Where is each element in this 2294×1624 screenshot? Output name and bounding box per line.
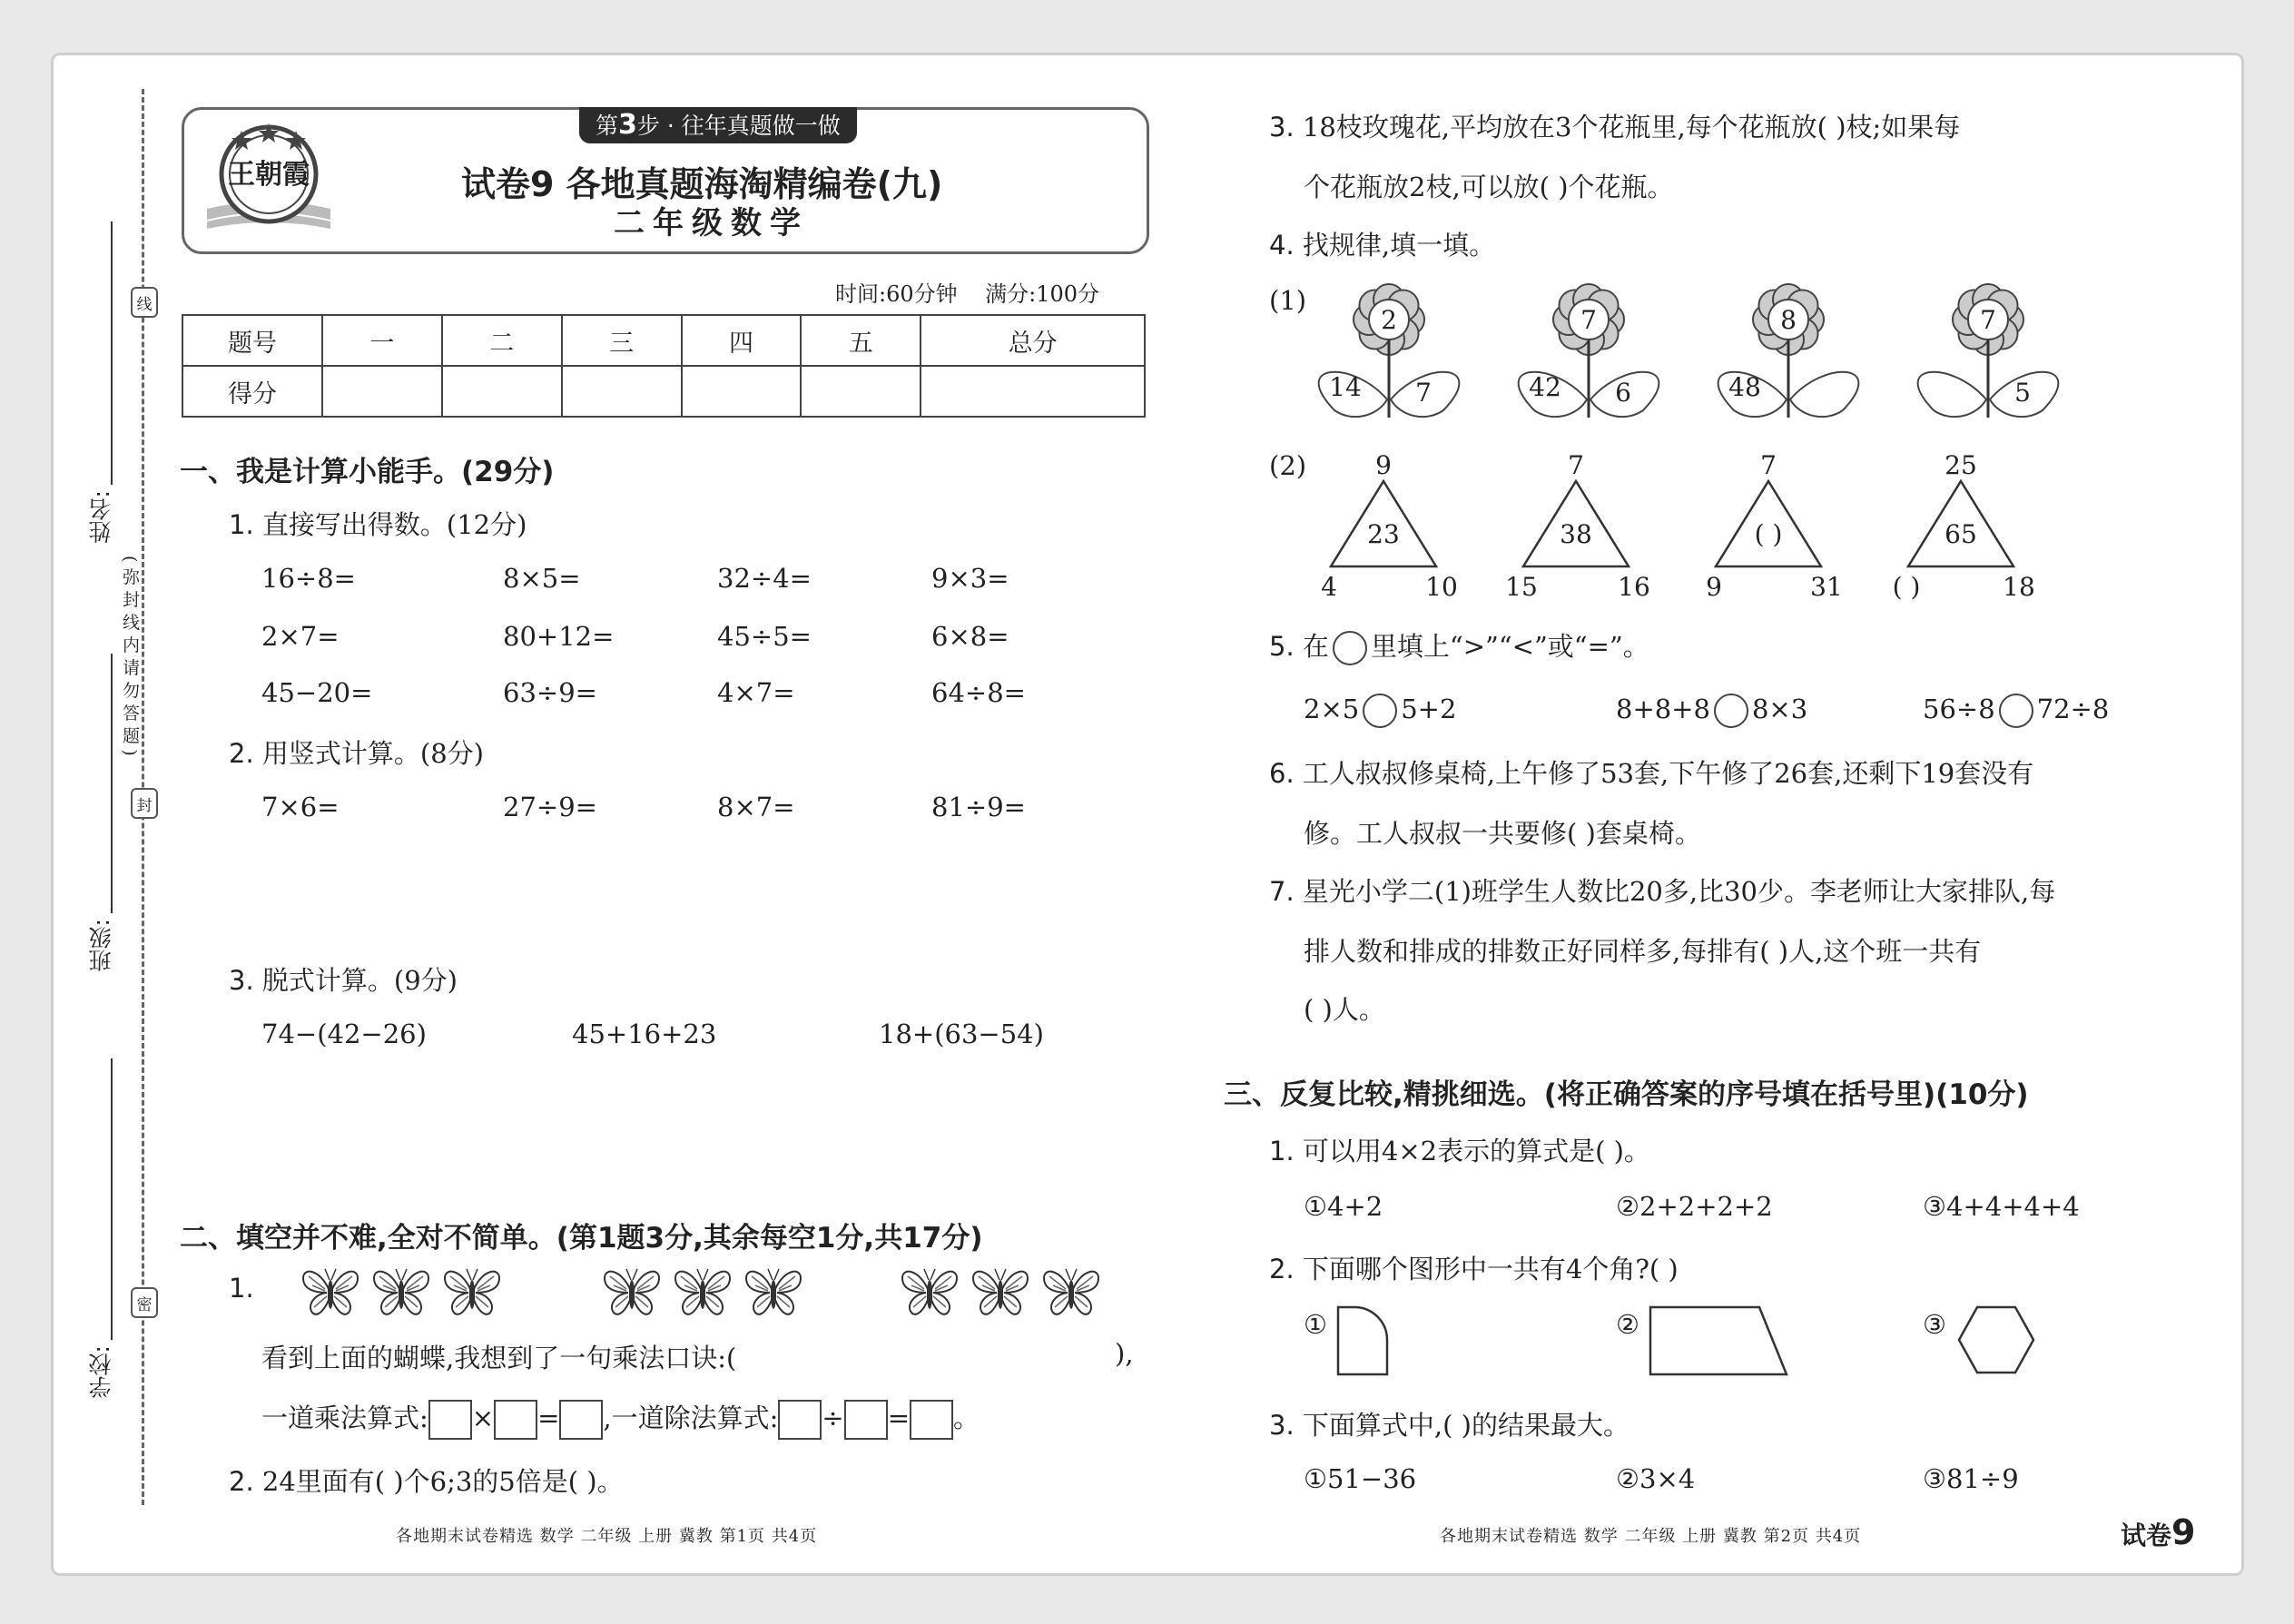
s1-question-2: 2. 用竖式计算。(8分) [229,738,484,769]
choice-option[interactable]: ③81÷9 [1923,1463,2019,1494]
binding-mark-seal: 封 [131,788,158,819]
butterfly-icon [445,1269,499,1314]
vertical-calc-item: 27÷9= [503,792,597,822]
step-tab: 第3步 · 往年真题做一做 [579,107,857,143]
calc-item: 4×7= [717,677,795,708]
butterfly-icon [746,1269,801,1314]
flower-right-leaf-number: 5 [2014,378,2031,408]
answer-box[interactable] [559,1400,603,1440]
triangle-center-number: 65 [1944,519,1977,549]
s1-question-3: 3. 脱式计算。(9分) [229,965,458,996]
butterfly-groups [300,1262,1117,1320]
compare-item: 56÷8 72÷8 [1923,694,2109,728]
flower-left-leaf-number: 14 [1329,372,1362,402]
s2-question-7-line2: 排人数和排成的排数正好同样多,每排有( )人,这个班一共有 [1304,936,1982,967]
name-field[interactable] [111,221,113,485]
score-header-cell: 题号 [182,315,322,366]
shape-option-1[interactable]: ① [1304,1309,1327,1340]
butterfly-icon [1044,1269,1098,1314]
butterfly-icon [303,1269,358,1314]
compare-circle[interactable] [1714,694,1748,728]
footer-left: 各地期末试卷精选 数学 二年级 上册 冀教 第1页 共4页 [396,1527,818,1546]
calc-item: 45−20= [261,677,373,708]
score-cell[interactable] [442,366,562,417]
answer-box[interactable] [844,1400,888,1440]
flower-right-leaf-number: 6 [1615,378,1631,408]
publisher-logo [202,118,336,234]
triangle-top-number: 7 [1568,450,1584,480]
s3-question-3: 3. 下面算式中,( )的结果最大。 [1269,1410,1629,1441]
s2-question-5: 5. 在 里填上“>”“<”或“=”。 [1269,626,1649,665]
triangle-right-number: 16 [1618,572,1650,602]
name-label: 姓名: [88,490,114,544]
step-number: 3 [618,109,637,141]
s1-question-1: 1. 直接写出得数。(12分) [229,509,527,540]
svg-text:王朝霞: 王朝霞 [228,159,310,191]
calc-item: 63÷9= [503,677,597,708]
flower-left-leaf-number: 48 [1728,372,1761,402]
calc-item: 16÷8= [261,563,356,594]
s2-question-4: 4. 找规律,填一填。 [1269,230,1496,261]
score-cell[interactable] [921,366,1145,417]
score-table-header-row [182,315,1145,366]
score-header-cell: 二 [442,315,562,366]
calc-item: 2×7= [261,621,340,652]
choice-option[interactable]: ②2+2+2+2 [1616,1191,1773,1222]
calc-item: 64÷8= [931,677,1026,708]
section-2-title: 二、填空并不难,全对不简单。(第1题3分,其余每空1分,共17分) [180,1222,983,1255]
pattern-part-2-label: (2) [1269,450,1307,481]
compare-circle[interactable] [1363,694,1397,728]
pattern-part-1-label: (1) [1269,285,1307,316]
score-header-cell: 三 [562,315,682,366]
class-label: 班级: [88,919,114,972]
triangle-left-number: ( ) [1892,572,1921,602]
stepwise-calc-item: 45+16+23 [572,1019,717,1049]
binding-note: (弥封线内请勿答题) [120,556,140,762]
butterfly-icon [374,1269,428,1314]
vertical-calc-item: 7×6= [261,792,340,822]
score-header-cell: 四 [682,315,802,366]
flower-right-leaf-number: 7 [1415,378,1432,408]
binding-mark-secret: 密 [131,1287,158,1318]
flower-left-leaf-number: 42 [1529,372,1561,402]
calc-item: 32÷4= [717,563,812,594]
calc-item: 9×3= [931,563,1009,594]
triangle-left-number: 15 [1505,572,1538,602]
score-header-cell: 总分 [921,315,1145,366]
section-1-title: 一、我是计算小能手。(29分) [180,456,555,488]
flower-center-number: 2 [1381,305,1397,335]
choice-option[interactable]: ①51−36 [1304,1463,1417,1494]
calc-item: 8×5= [503,563,581,594]
s2-question-6-line1: 6. 工人叔叔修桌椅,上午修了53套,下午修了26套,还剩下19套没有 [1269,758,2034,789]
footer-right: 各地期末试卷精选 数学 二年级 上册 冀教 第2页 共4页 [1440,1527,1862,1546]
answer-box[interactable] [428,1400,472,1440]
triangle-pattern [1307,450,2142,605]
flower-pattern [1307,272,2142,427]
s2-question-3-line2: 个花瓶放2枝,可以放( )个花瓶。 [1304,172,1674,202]
s2-q1-line1-close: ), [1115,1338,1134,1369]
triangle-top-number: 25 [1944,450,1977,480]
butterfly-icon [605,1269,659,1314]
s2-question-7-line1: 7. 星光小学二(1)班学生人数比20多,比30少。李老师让大家排队,每 [1269,876,2056,907]
answer-box[interactable] [494,1400,537,1440]
compare-item: 8+8+8 8×3 [1616,694,1807,728]
stepwise-calc-item: 18+(63−54) [879,1019,1044,1049]
exam-time: 时间:60分钟 [835,281,958,307]
triangle-left-number: 4 [1321,572,1337,602]
s2-question-2: 2. 24里面有( )个6;3的5倍是( )。 [229,1466,624,1497]
s2-question-3-line1: 3. 18枝玫瑰花,平均放在3个花瓶里,每个花瓶放( )枝;如果每 [1269,112,1961,143]
s3-question-1: 1. 可以用4×2表示的算式是( )。 [1269,1136,1650,1166]
score-cell[interactable] [322,366,442,417]
s2-question-7-line3: ( )人。 [1304,994,1385,1025]
butterfly-icon [973,1269,1028,1314]
s2-question-6-line2: 修。工人叔叔一共要修( )套桌椅。 [1304,818,1701,849]
triangle-top-number: 9 [1375,450,1392,480]
trapezoid-icon [1647,1305,1792,1378]
s2-q1-line2: 一道乘法算式: × = ,一道除法算式: ÷ = 。 [261,1398,980,1440]
triangle-right-number: 18 [2003,572,2035,602]
paper-number: 试卷9 [2121,1512,2196,1552]
time-and-score [835,276,1099,308]
compare-circle-icon [1333,631,1367,665]
answer-box[interactable] [910,1400,953,1440]
calc-item: 6×8= [931,621,1009,652]
score-cell[interactable] [682,366,802,417]
flower-center-number: 8 [1780,305,1797,335]
s2-q1-line1: 看到上面的蝴蝶,我想到了一句乘法口诀:( [261,1343,737,1373]
triangle-center-number: 23 [1367,519,1400,549]
flower-center-number: 7 [1580,305,1597,335]
butterfly-icon [675,1269,730,1314]
triangle-right-number: 31 [1810,572,1843,602]
choice-option[interactable]: ①4+2 [1304,1191,1383,1222]
choice-option[interactable]: ③4+4+4+4 [1923,1191,2080,1222]
flower-center-number: 7 [1980,305,1996,335]
binding-mark-line: 线 [131,287,158,318]
choice-option[interactable]: ②3×4 [1616,1463,1696,1494]
butterfly-icon [902,1269,957,1314]
score-table [182,314,1146,418]
score-header-cell: 五 [801,315,921,366]
full-score: 满分:100分 [985,281,1100,307]
section-3-title: 三、反复比较,精挑细选。(将正确答案的序号填在括号里)(10分) [1224,1078,2029,1111]
paper-subtitle: 二年级数学 [614,205,809,241]
score-cell[interactable] [562,366,682,417]
score-table-row [182,366,1145,417]
quarter-shape-icon [1336,1305,1391,1378]
vertical-calc-item: 8×7= [717,792,795,822]
stepwise-calc-item: 74−(42−26) [261,1019,427,1049]
calc-item: 80+12= [503,621,615,652]
score-row-label: 得分 [182,366,322,417]
triangle-center-number: ( ) [1754,519,1783,549]
triangle-top-number: 7 [1760,450,1777,480]
hexagon-icon [1957,1305,2035,1374]
school-field[interactable] [111,1058,113,1340]
vertical-calc-item: 81÷9= [931,792,1026,822]
s3-question-2: 2. 下面哪个图形中一共有4个角?( ) [1269,1254,1679,1284]
score-header-cell: 一 [322,315,442,366]
score-cell[interactable] [801,366,921,417]
triangle-right-number: 10 [1425,572,1458,602]
school-label: 学校: [88,1345,114,1399]
triangle-center-number: 38 [1560,519,1592,549]
paper-title: 试卷9 各地真题海淘精编卷(九) [461,164,943,204]
answer-box[interactable] [778,1400,822,1440]
compare-item: 2×5 5+2 [1304,694,1456,728]
shape-option-2[interactable]: ② [1616,1309,1639,1340]
class-field[interactable] [111,654,113,913]
triangle-left-number: 9 [1706,572,1722,602]
calc-item: 45÷5= [717,621,812,652]
compare-circle[interactable] [1999,694,2033,728]
s2-q1-number: 1. [229,1273,254,1304]
shape-option-3[interactable]: ③ [1923,1309,1946,1340]
